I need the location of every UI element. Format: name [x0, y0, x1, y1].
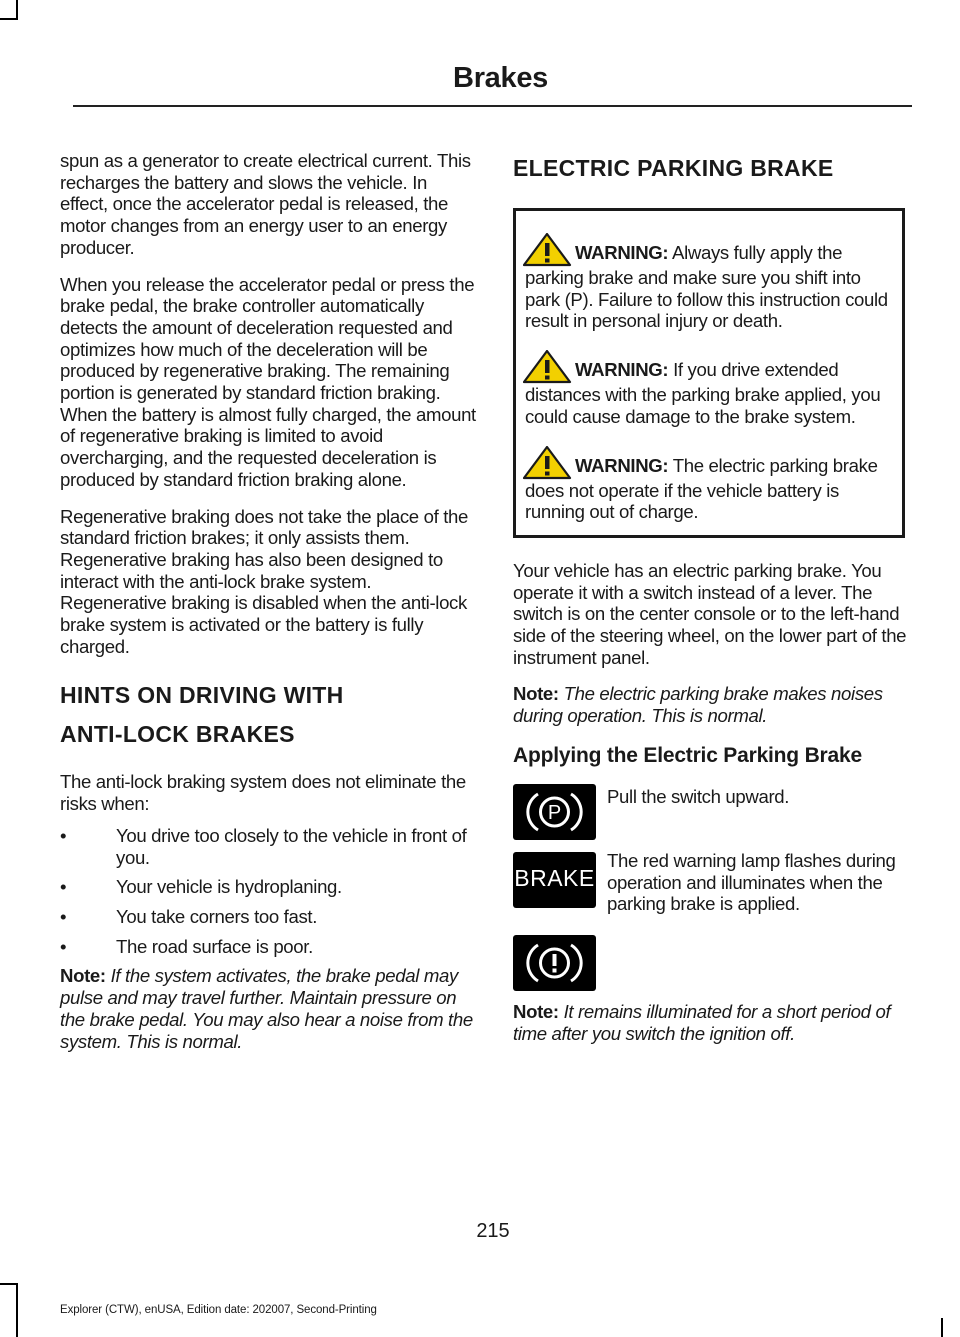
svg-text:P: P: [547, 801, 562, 824]
instruction-text: The red warning lamp flashes during operation and illuminates when the parking brake is applied.: [607, 849, 896, 915]
edition-footer: Explorer (CTW), enUSA, Edition date: 202007, Second-Printing: [60, 1304, 377, 1316]
paragraph: Regenerative braking does not take the place of the standard friction brakes; it only assists them. Regenerative braking has also been designed to interact with the anti-lock brake system. Regenerative braking is disabled when the anti-lock brake system is activated or the battery is fully charged.: [60, 505, 469, 657]
crop-mark: [0, 1283, 18, 1285]
page-number: 215: [476, 1220, 510, 1242]
instruction-text: Pull the switch upward.: [607, 785, 790, 807]
subsection-heading: Applying the Electric Parking Brake: [513, 743, 862, 767]
note-text: It remains illuminated for a short period of time after you switch the ignition off.: [513, 1000, 891, 1044]
paragraph: spun as a generator to create electrical current. This recharges the battery and slows the vehicle. In effect, once the accelerator pedal is released, the motor changes from an energy user to an energy producer.: [60, 150, 471, 258]
bullet-marker: •: [60, 935, 67, 957]
note-text: The electric parking brake makes noises during operation. This is normal.: [513, 683, 883, 727]
brake-warning-lamp-icon: [513, 852, 596, 908]
note: [513, 683, 909, 726]
heading-line: HINTS ON DRIVING WITH: [60, 682, 344, 709]
warning-text: If you drive extended distances with the parking brake applied, you could cause damage to the brake system.: [525, 359, 881, 427]
warning-triangle-icon: [523, 233, 575, 267]
list-item-text: The road surface is poor.: [116, 935, 313, 957]
warning-text: Always fully apply the parking brake and make sure you shift into park (P). Failure to follow this instruction could result in personal injury or death.: [525, 242, 888, 332]
section-heading: [60, 681, 478, 749]
crop-mark: [16, 1283, 18, 1337]
list-item-text: You drive too closely to the vehicle in front of you.: [116, 824, 467, 868]
list-item-text: You take corners too fast.: [116, 905, 318, 927]
brake-lamp-label: BRAKE: [514, 864, 595, 891]
paragraph: When you release the accelerator pedal or press the brake pedal, the brake controller automatically detects the amount of deceleration requested and optimizes how much of the deceleration will be produced by regenerative braking. The remaining portion is generated by standard friction braking. When the battery is almost fully charged, the amount of regenerative braking is limited to avoid overcharging, and the requested deceleration is produced by standard friction braking alone.: [60, 273, 476, 490]
note: [60, 965, 478, 1052]
warning-item: [525, 233, 894, 332]
section-heading: ELECTRIC PARKING BRAKE: [513, 155, 834, 181]
warning-item: [525, 446, 894, 523]
crop-mark: [0, 18, 18, 20]
list-item: [60, 936, 478, 958]
parking-brake-lamp-icon: [513, 784, 596, 840]
note-label: Note:: [513, 683, 559, 705]
page-title: Brakes: [453, 62, 548, 94]
crop-mark: [16, 0, 18, 20]
warning-box: [513, 208, 905, 538]
brake-system-lamp-icon: [513, 935, 596, 991]
exclamation-circle-icon: [513, 935, 596, 991]
instruction-row: [513, 782, 909, 848]
warning-label: WARNING:: [575, 359, 669, 381]
bullet-marker: •: [60, 876, 67, 898]
left-column: [60, 150, 478, 1067]
instruction-row: [513, 848, 909, 915]
heading-line: ANTI-LOCK BRAKES: [60, 721, 295, 748]
instruction-row: [513, 933, 909, 999]
bullet-marker: •: [60, 905, 67, 927]
note: [513, 1001, 909, 1044]
header-divider: [73, 105, 912, 107]
crop-mark: [941, 1318, 943, 1337]
list-item-text: Your vehicle is hydroplaning.: [116, 876, 342, 898]
bullet-marker: •: [60, 824, 67, 846]
parking-p-icon: [513, 784, 596, 840]
paragraph: The anti-lock braking system does not eliminate the risks when:: [60, 771, 466, 815]
list-item: [60, 876, 478, 898]
bullet-list: [60, 825, 478, 958]
warning-label: WARNING:: [575, 242, 669, 263]
list-item: [60, 906, 478, 928]
warning-item: [525, 350, 894, 427]
warning-text: The electric parking brake does not operate if the vehicle battery is running out of charge.: [525, 454, 878, 523]
right-column: [513, 150, 909, 1059]
warning-label: WARNING:: [575, 454, 669, 476]
warning-triangle-icon: [523, 446, 575, 480]
note-label: Note:: [60, 965, 106, 987]
list-item: [60, 825, 478, 868]
note-text: If the system activates, the brake pedal may pulse and may travel further. Maintain pressure on the brake pedal. You may also hear a noise from the system. This is normal.: [60, 965, 473, 1052]
warning-triangle-icon: [523, 350, 575, 384]
note-label: Note:: [513, 1000, 559, 1022]
paragraph: Your vehicle has an electric parking brake. You operate it with a switch instead of a lever. The switch is on the center console or to the left-hand side of the steering wheel, on the lower part of the instrument panel.: [513, 559, 907, 668]
